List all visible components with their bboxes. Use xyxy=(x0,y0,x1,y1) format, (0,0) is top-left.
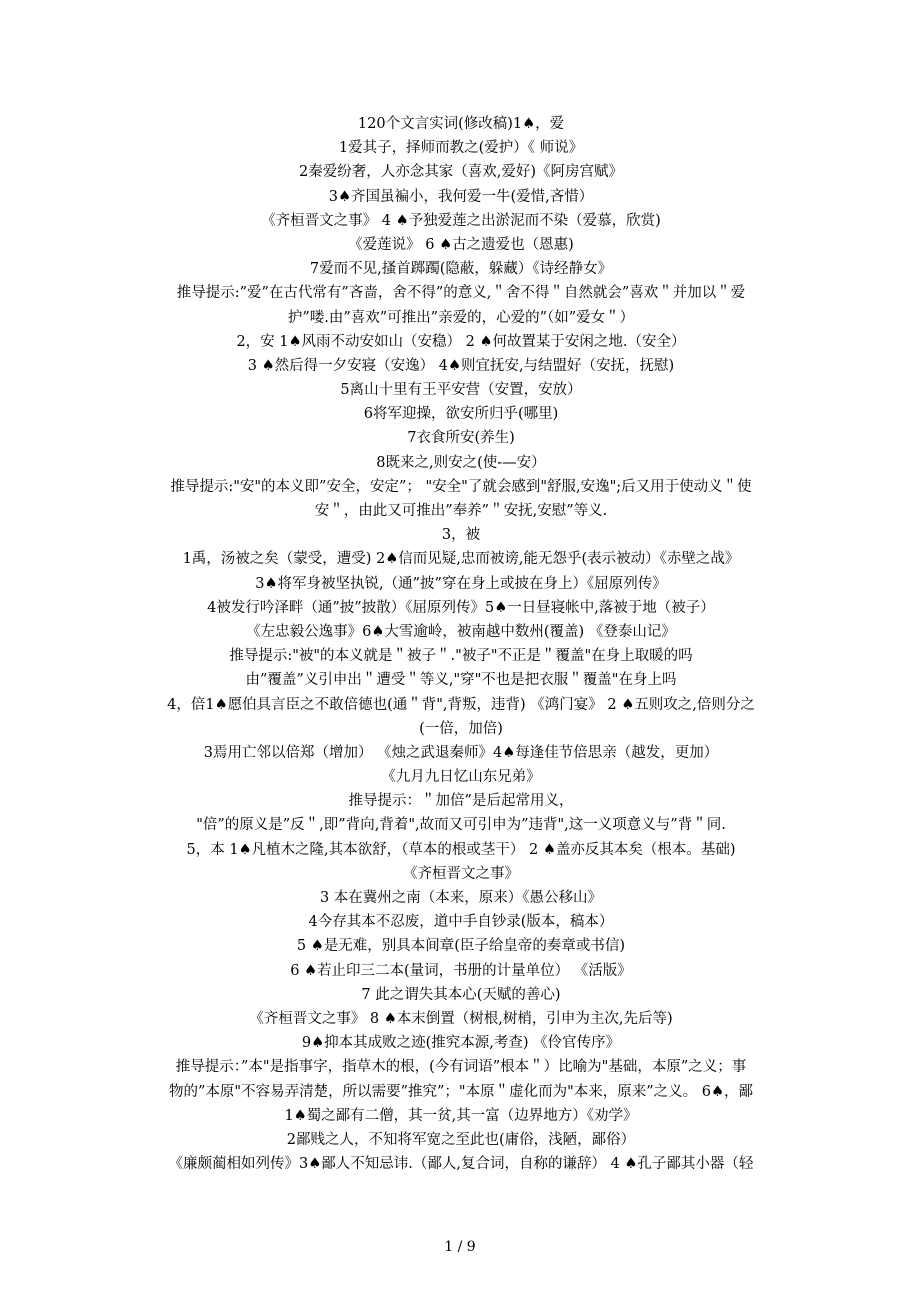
text-line: 《齐桓晋文之事》 4 ♠予独爱莲之出淤泥而不染（爱慕，欣赏) xyxy=(261,212,661,229)
text-line: 由”覆盖”义引申出＂遭受＂等义,"穿"不也是把衣服＂覆盖"在身上吗 xyxy=(245,672,677,689)
text-line: 120个文言实词(修改稿)1♠，爱 xyxy=(357,116,565,132)
text-line: 《九月九日忆山东兄弟》 xyxy=(381,769,541,786)
text-line: 1爱其子，择师而教之(爱护）《 师说》 xyxy=(338,140,584,157)
text-line: 推导提示：”本"是指事字，指草木的根，(今有词语”根本＂）比喻为"基础，本原”之义；事 xyxy=(175,1059,747,1076)
text-line: 护”喽.由”喜欢”可推出”亲爱的，心爱的”（如”爱女＂） xyxy=(287,309,635,326)
text-line: 2鄙贱之人，不知将军宽之至此也(庸俗，浅陋，鄙俗） xyxy=(286,1131,636,1148)
text-line: 3♠齐国虽褊小，我何爱一牛(爱惜,吝惜） xyxy=(328,188,594,205)
text-line: "倍”的原义是”反＂,即”背向,背着",故而又可引申为”违背",这一义项意义与”背＂同. xyxy=(196,817,726,834)
text-line: 推导提示:"被"的本义就是＂被子＂."被子"不正是＂覆盖"在身上取暖的吗 xyxy=(229,648,693,665)
text-line: 《左忠毅公逸事》6♠大雪逾岭，被南越中数州(覆盖) 《登泰山记》 xyxy=(246,623,676,640)
text-line: 推导提示:"安"的本义即”安全，安定”； "安全"了就会感到"舒服,安逸";后又用于使动义＂使 xyxy=(170,478,752,495)
text-line: 3，被 xyxy=(441,527,481,544)
text-line: 5 ♠是无难，别具本间章(臣子给皇帝的奏章或书信) xyxy=(296,938,626,955)
text-line: 8既来之,则安之(使-—安） xyxy=(376,454,546,471)
text-line: 《爱莲说》 6 ♠古之遗爱也（恩惠) xyxy=(348,236,574,253)
document-body xyxy=(140,112,782,1176)
text-line: 7 此之谓失其本心(天赋的善心) xyxy=(361,986,561,1003)
text-line: 3♠将军身被坚执锐,（通”披”穿在身上或披在身上）《屈原列传》 xyxy=(255,575,667,592)
text-line: 安＂，由此又可推出”奉养”＂安抚,安慰”等义. xyxy=(314,503,608,519)
text-line: 4，倍1♠愿伯具言臣之不敢倍德也(通＂背",背叛，违背) 《鸿门宴》 2 ♠五则攻之,倍则分之 xyxy=(167,696,755,713)
text-line: 4今存其本不忍废，道中手自钞录(版本，稿本） xyxy=(308,914,614,931)
text-line: 1禹，汤被之矣（蒙受，遭受) 2♠信而见疑,忠而被谤,能无怨乎(表示被动）《赤壁之战》 xyxy=(182,551,740,568)
text-line: 7爱而不见,搔首踯躅(隐蔽，躲藏）《诗经静女》 xyxy=(309,261,613,278)
text-line: 3焉用亡邻以倍郑（增加） 《烛之武退秦师》4♠每逢佳节倍思亲（越发，更加） xyxy=(203,744,719,761)
text-line: 《齐桓晋文之事》 xyxy=(403,865,519,882)
text-line: 2，安 1♠风雨不动安如山（安稳） 2 ♠何故置某于安闲之地.（安全） xyxy=(236,333,686,350)
text-line: 2秦爱纷奢，人亦念其家（喜欢,爱好)《阿房宫赋》 xyxy=(299,164,623,181)
text-line: 7衣食所安(养生) xyxy=(407,430,515,447)
text-line: 推导提示：＂加倍”是后起常用义， xyxy=(348,793,574,810)
text-line: (一倍，加倍) xyxy=(419,720,503,737)
text-line: 9♠抑本其成败之迹(推究本源,考查) 《伶官传序》 xyxy=(301,1035,621,1052)
text-line: 5，本 1♠凡植木之隆,其本欲舒，（草本的根或茎干） 2 ♠盖亦反其本矣（根本。基础) xyxy=(186,841,736,858)
text-line: 3 本在冀州之南（本来，原来）《愚公移山》 xyxy=(319,890,603,906)
text-line: 5离山十里有王平安营（安置，安放） xyxy=(340,382,582,399)
text-line: 3 ♠然后得一夕安寝（安逸） 4♠则宜抚安,与结盟好（安抚，抚慰) xyxy=(247,357,675,374)
text-line: 《廉颇蔺相如列传》3♠鄙人不知忌讳.（鄙人,复合词，自称的谦辞） 4 ♠孔子鄙其小器（轻 xyxy=(168,1156,754,1173)
text-line: 4被发行吟泽畔（通”披”披散）《屈原列传》5♠一日昼寝帐中,落被于地（被子） xyxy=(207,599,715,616)
text-line: 《齐桓晋文之事》 8 ♠本末倒置（树根,树梢，引申为主次,先后等) xyxy=(249,1010,673,1027)
text-line: 推导提示:”爱”在古代常有”吝啬，舍不得”的意义,＂舍不得＂自然就会”喜欢＂并加以＂爱 xyxy=(176,285,746,302)
page-number: 1 / 9 xyxy=(444,1239,476,1255)
text-line: 6 ♠若止印三二本(量词，书册的计量单位） 《活版》 xyxy=(290,962,632,979)
text-line: 6将军迎操，欲安所归乎(哪里) xyxy=(363,406,559,423)
text-line: 1♠蜀之鄙有二僧，其一贫,其一富（边界地方）《劝学》 xyxy=(284,1107,638,1124)
text-line: 物的”本原"不容易弄清楚，所以需要”推究”；"本原＂虚化而为"本来，原来”之义。 6♠，鄙 xyxy=(169,1083,753,1100)
